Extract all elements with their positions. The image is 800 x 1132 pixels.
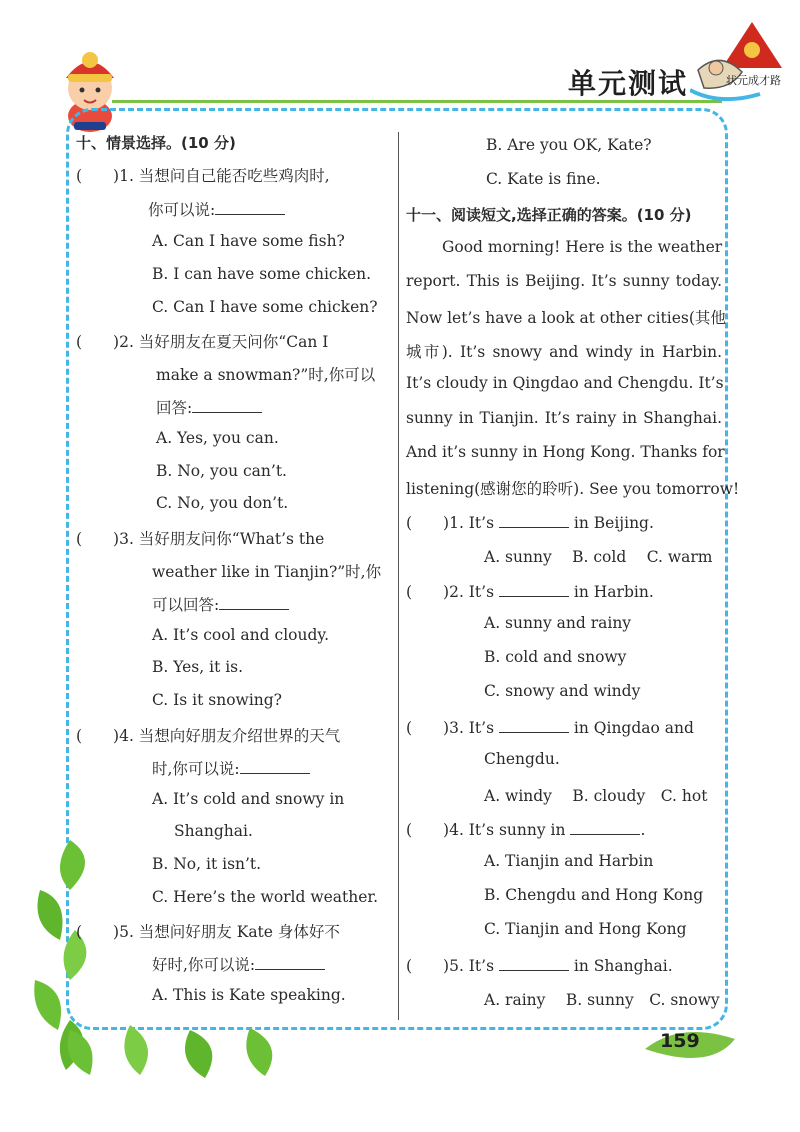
q10-4-stem: ( )4. 当想向好朋友介绍世界的天气 — [76, 727, 341, 745]
q11-3-stem: ( )3. It’s in Qingdao and — [406, 719, 694, 737]
q11-5-options: A. rainy B. sunny C. snowy — [484, 991, 720, 1009]
q10-5-stem: ( )5. 当想问好朋友 Kate 身体好不 — [76, 923, 340, 941]
q11-1-stem: ( )1. It’s in Beijing. — [406, 514, 654, 532]
q10-4-stem2: 时,你可以说: — [152, 757, 310, 779]
q11-4-option-b: B. Chengdu and Hong Kong — [484, 886, 704, 904]
answer-blank[interactable] — [499, 582, 569, 597]
q10-2-option-c: C. No, you don’t. — [156, 494, 289, 512]
answer-blank[interactable] — [499, 956, 569, 971]
q10-4-option-c: C. Here’s the world weather. — [152, 888, 379, 906]
page-number: 159 — [660, 1030, 700, 1052]
section-10-heading: 十、情景选择。(10 分) — [76, 134, 236, 152]
q10-4-option-a: A. It’s cold and snowy in — [152, 790, 345, 808]
q10-1-option-a: A. Can I have some fish? — [152, 232, 345, 250]
q11-4-option-c: C. Tianjin and Hong Kong — [484, 920, 687, 938]
q11-5-stem: ( )5. It’s in Shanghai. — [406, 957, 673, 975]
q10-2-stem: ( )2. 当好朋友在夏天问你“Can I — [76, 333, 329, 351]
answer-blank[interactable] — [570, 820, 640, 835]
passage-line-6: sunny in Tianjin. It’s rainy in Shanghai. — [406, 409, 722, 427]
q10-2-stem2: make a snowman?”时,你可以 — [156, 366, 376, 384]
q11-4-option-a: A. Tianjin and Harbin — [484, 852, 654, 870]
header-title: 单元测试 — [568, 67, 689, 100]
q10-3-stem3: 可以回答: — [152, 593, 289, 615]
passage-line-1: Good morning! Here is the weather — [442, 238, 723, 256]
q10-1-stem2: 你可以说: — [148, 198, 285, 220]
passage-line-8: listening(感谢您的聆听). See you tomorrow! — [406, 480, 740, 498]
q10-1-option-c: C. Can I have some chicken? — [152, 298, 378, 316]
q10-3-stem2: weather like in Tianjin?”时,你 — [152, 563, 382, 581]
passage-line-5: It’s cloudy in Qingdao and Chengdu. It’s — [406, 374, 724, 392]
q11-4-stem: ( )4. It’s sunny in . — [406, 821, 646, 839]
q10-1-stem: ( )1. 当想问自己能否吃些鸡肉时, — [76, 167, 330, 185]
q10-3-option-c: C. Is it snowing? — [152, 691, 282, 709]
q11-2-stem: ( )2. It’s in Harbin. — [406, 583, 654, 601]
q10-4-option-b: B. No, it isn’t. — [152, 855, 262, 873]
q10-1-option-b: B. I can have some chicken. — [152, 265, 372, 283]
q10-5-option-a: A. This is Kate speaking. — [152, 986, 346, 1004]
passage-line-3: Now let’s have a look at other cities(其他 — [406, 309, 726, 327]
q10-2-stem3: 回答: — [156, 396, 262, 418]
q10-5-option-b: B. Are you OK, Kate? — [486, 136, 652, 154]
answer-blank[interactable] — [499, 513, 569, 528]
answer-blank[interactable] — [255, 955, 325, 970]
q11-3-stem2: Chengdu. — [484, 750, 560, 768]
q11-2-option-a: A. sunny and rainy — [484, 614, 632, 632]
answer-blank[interactable] — [240, 759, 310, 774]
answer-blank[interactable] — [499, 718, 569, 733]
bottom-leaf-decoration-icon — [60, 1020, 300, 1080]
q10-5-option-c: C. Kate is fine. — [486, 170, 601, 188]
q11-1-options: A. sunny B. cold C. warm — [484, 548, 713, 566]
q10-3-option-b: B. Yes, it is. — [152, 658, 244, 676]
q10-5-stem2: 好时,你可以说: — [152, 953, 325, 975]
q11-3-options: A. windy B. cloudy C. hot — [484, 787, 708, 805]
q11-2-option-b: B. cold and snowy — [484, 648, 627, 666]
column-divider — [398, 132, 399, 1020]
q11-2-option-c: C. snowy and windy — [484, 682, 641, 700]
section-11-heading: 十一、阅读短文,选择正确的答案。(10 分) — [406, 206, 692, 224]
passage-line-7: And it’s sunny in Hong Kong. Thanks for — [406, 443, 725, 461]
brand-logo — [690, 20, 794, 110]
passage-line-4: 城市). It’s snowy and windy in Harbin. — [406, 343, 722, 361]
q10-3-stem: ( )3. 当好朋友问你“What’s the — [76, 530, 325, 548]
brand-logo-text: 状元成才路 — [726, 74, 781, 87]
passage-line-2: report. This is Beijing. It’s sunny today. — [406, 272, 722, 290]
q10-2-option-a: A. Yes, you can. — [156, 429, 279, 447]
answer-blank[interactable] — [192, 398, 262, 413]
q10-4-option-a-cont: Shanghai. — [174, 822, 253, 840]
q10-3-option-a: A. It’s cool and cloudy. — [152, 626, 330, 644]
answer-blank[interactable] — [215, 200, 285, 215]
answer-blank[interactable] — [219, 595, 289, 610]
q10-2-option-b: B. No, you can’t. — [156, 462, 287, 480]
